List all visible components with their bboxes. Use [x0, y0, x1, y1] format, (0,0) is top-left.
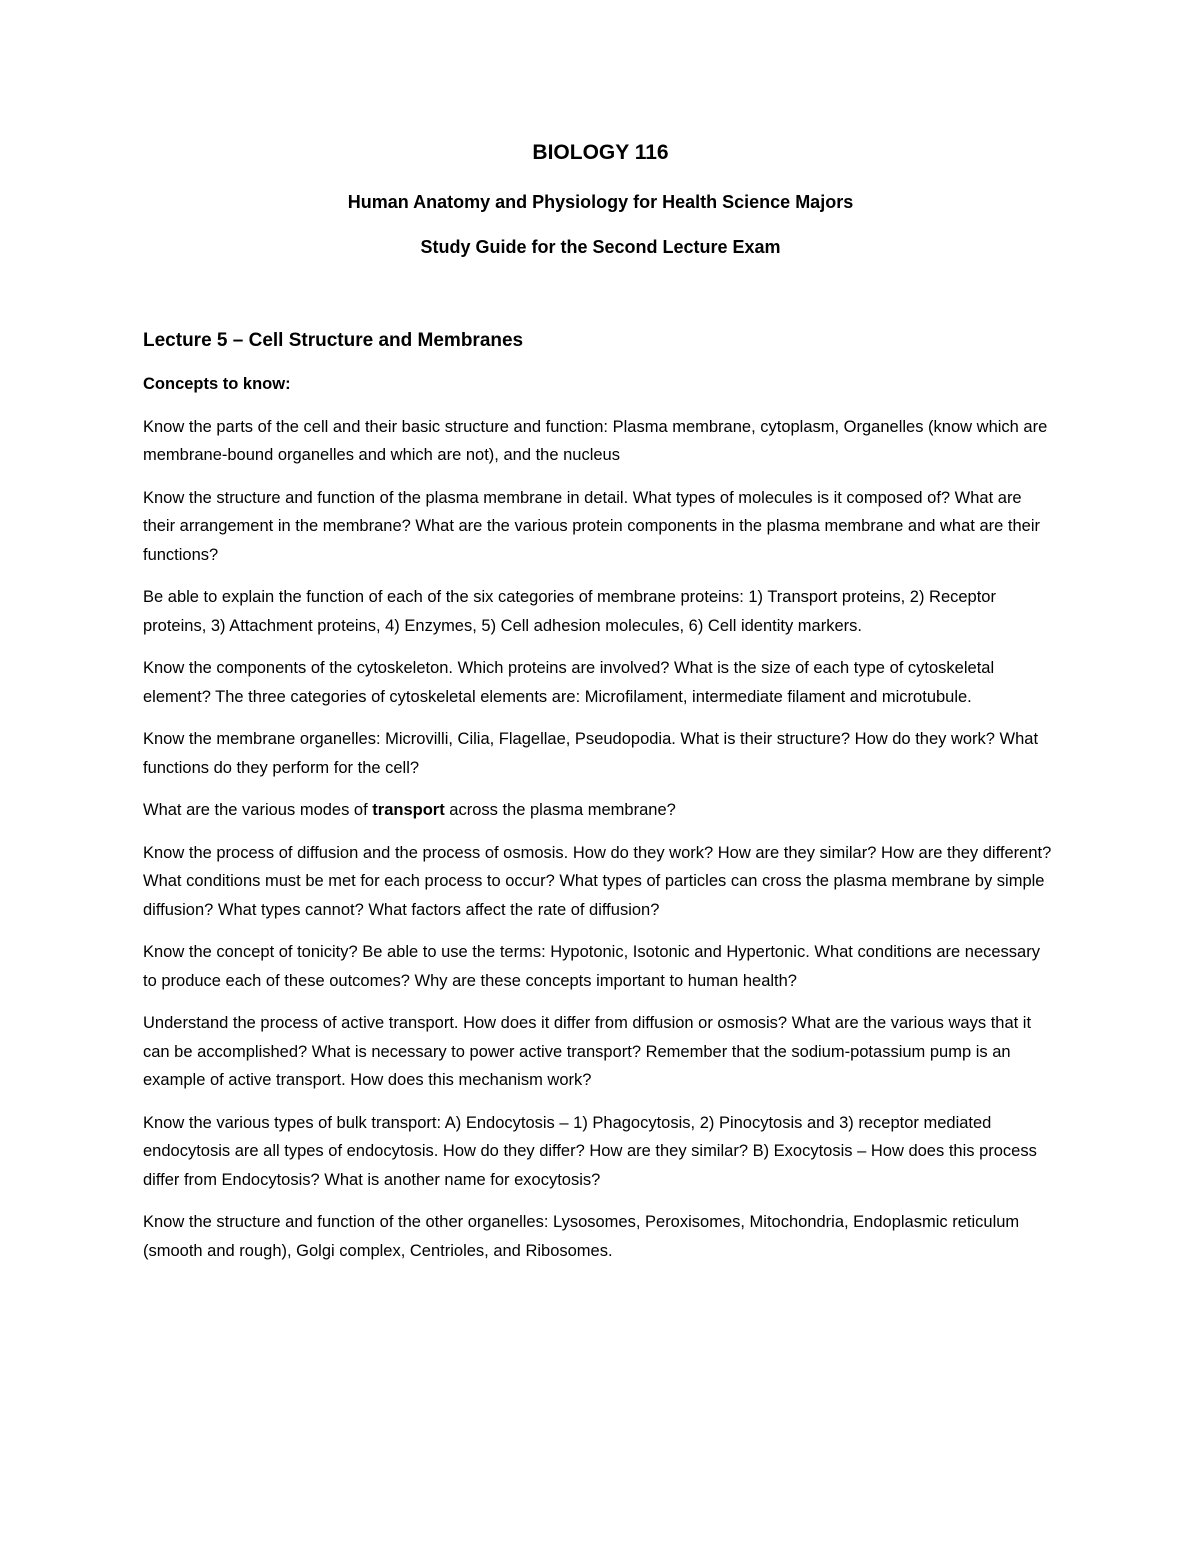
paragraph-cytoskeleton: Know the components of the cytoskeleton. Which proteins are involved? What is the size of each type of cytoskeletal element? The three categories of cytoskeletal elements are: Microfilament, intermediate filament and microtubule.	[143, 659, 995, 706]
paragraph-transport-modes	[143, 796, 1058, 825]
paragraph-diffusion-osmosis: Know the process of diffusion and the process of osmosis. How do they work? How are they similar? How are they different? What conditions must be met for each process to occur? What types of particles can cross the plasma membrane by simple diffusion? What types cannot? What factors affect the rate of diffusion?	[143, 843, 1052, 919]
document-page	[143, 140, 1058, 1279]
transport-text-before: What are the various modes of	[143, 801, 373, 820]
paragraph-membrane-proteins: Be able to explain the function of each of the six categories of membrane proteins: 1) Transport proteins, 2) Receptor proteins, 3) Attachment proteins, 4) Enzymes, 5) Cell adhesion molecules, 6) Cell identity markers.	[143, 588, 996, 635]
lecture-heading: Lecture 5 – Cell Structure and Membranes	[143, 330, 524, 352]
study-guide-title: Study Guide for the Second Lecture Exam	[420, 236, 781, 257]
concepts-label: Concepts to know:	[143, 375, 291, 394]
transport-text-after: across the plasma membrane?	[444, 801, 676, 820]
paragraph-cell-parts: Know the parts of the cell and their basic structure and function: Plasma membrane, cytoplasm, Organelles (know which are membrane-bound organelles and which are not), and the nucleus	[143, 417, 1048, 465]
paragraph-membrane-organelles: Know the membrane organelles: Microvilli, Cilia, Flagellae, Pseudopodia. What is their structure? How do they work? What functions do they perform for the cell?	[143, 730, 1039, 777]
transport-bold-word: transport	[372, 801, 445, 820]
paragraph-plasma-membrane: Know the structure and function of the plasma membrane in detail. What types of molecules is it composed of? What are their arrangement in the membrane? What are the various protein components in the plasma membrane and what are their functions?	[143, 488, 1040, 564]
course-full-title: Human Anatomy and Physiology for Health Science Majors	[347, 192, 854, 213]
paragraph-active-transport: Understand the process of active transport. How does it differ from diffusion or osmosis? What are the various ways that it can be accomplished? What is necessary to power active transport? Remember that the sodium-potassium pump is an example of active transport. How does this mechanism work?	[143, 1014, 1032, 1090]
paragraph-other-organelles: Know the structure and function of the other organelles: Lysosomes, Peroxisomes, Mitochondria, Endoplasmic reticulum (smooth and rough), Golgi complex, Centrioles, and Ribosomes.	[143, 1213, 1020, 1260]
paragraph-bulk-transport: Know the various types of bulk transport: A) Endocytosis – 1) Phagocytosis, 2) Pinocytosis and 3) receptor mediated endocytosis are all types of endocytosis. How do they differ? How are they similar? B) Exocytosis – How does this process differ from Endocytosis? What is another name for exocytosis?	[143, 1113, 1037, 1189]
course-title: BIOLOGY 116	[532, 141, 669, 164]
paragraph-tonicity: Know the concept of tonicity? Be able to use the terms: Hypotonic, Isotonic and Hypertonic. What conditions are necessary to produce each of these outcomes? Why are these concepts important to human health?	[143, 943, 1040, 990]
